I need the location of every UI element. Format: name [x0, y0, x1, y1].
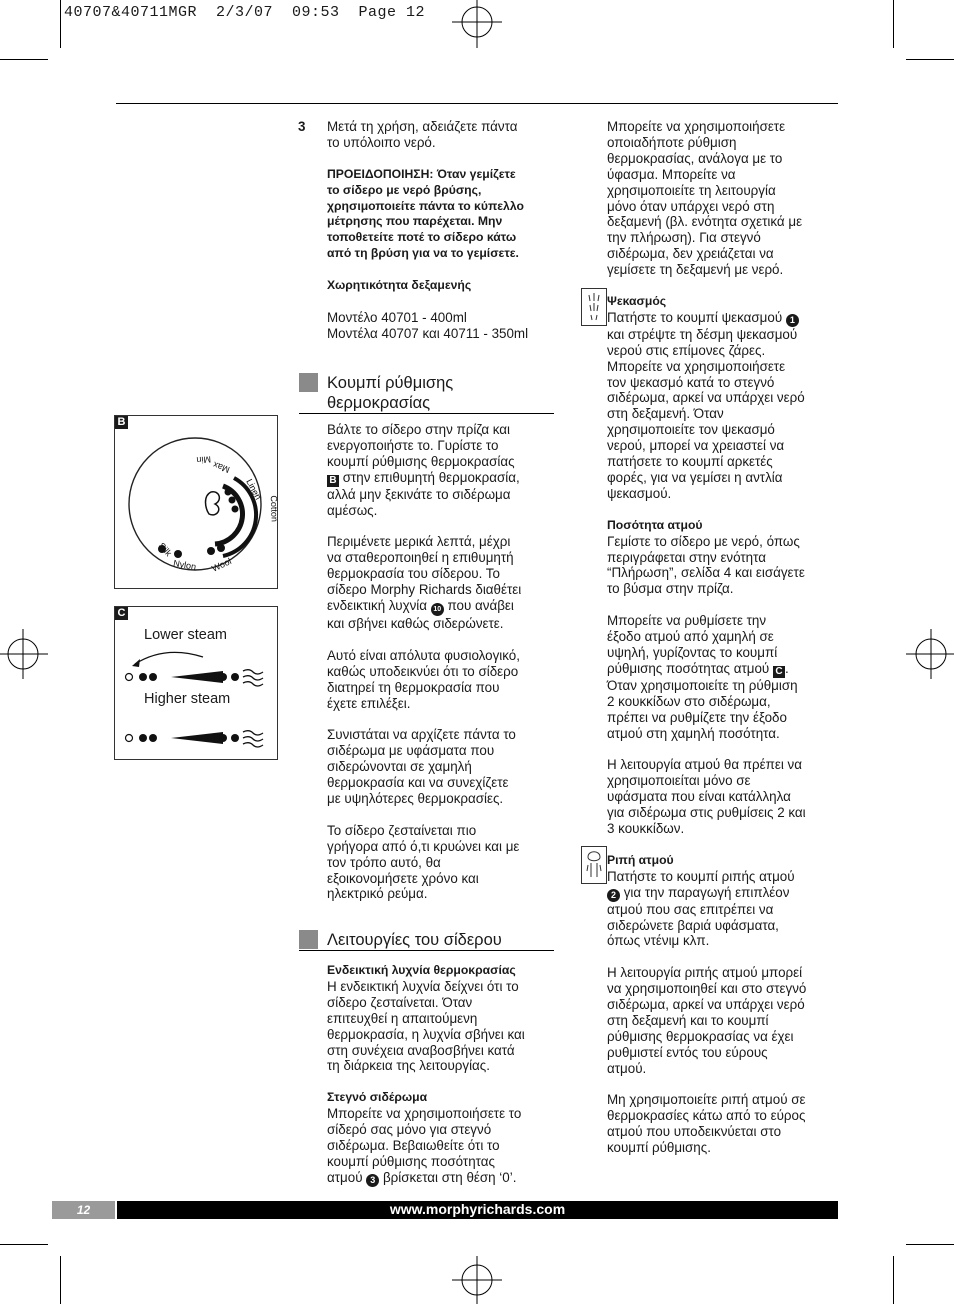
text-line: κουμπί ρύθμισης ποσότητας [327, 1153, 495, 1169]
text-line: χρησιμοποιείτε τον ψεκασμό [607, 422, 775, 438]
crop-mark [906, 1244, 954, 1245]
text-line: σίδερό σας μόνο για στεγνό [327, 1122, 492, 1138]
text-line: σιδέρωμα με υφάσματα που [327, 743, 495, 759]
text-line: υφάσματα που είναι κατάλληλα [607, 789, 791, 805]
text-line: Η λειτουργία ατμού θα πρέπει να [607, 757, 802, 773]
text-span: που ανάβει [443, 598, 514, 614]
registration-mark-top [447, 0, 507, 48]
text-line: να σταθεροποιηθεί η επιθυμητή [327, 550, 514, 566]
subheading: Ψεκασμός [607, 293, 667, 308]
text-line: ατμού που σας επιτρέπει να [607, 901, 774, 917]
text-line: τον τρόπο αυτό, θα [327, 854, 441, 870]
temperature-section [327, 422, 562, 902]
figure-label: B [115, 416, 128, 429]
text-line: να χρησιμοποιηθεί και στο στεγνό [607, 981, 807, 997]
text-line: θερμοκρασίας, ανάλογα με το [607, 150, 783, 166]
text-line: μόνο όταν υπάρχει νερό στη [607, 198, 775, 214]
text-line: Βάλτε το σίδερο στην πρίζα και [327, 422, 511, 437]
text-line: με υψηλότερες θερμοκρασίες. [327, 790, 504, 806]
text-line: ατμού. [607, 1060, 647, 1076]
text-line: Όταν χρησιμοποιείτε τη ρύθμιση [607, 677, 798, 693]
text-line: σιδέρωμα, αρκεί να υπάρχει νερό [607, 390, 805, 406]
text-line: γρήγορα από ό,τι κρυώνει και με [327, 838, 520, 854]
callout-number: 3 [366, 1174, 379, 1187]
text-line: αλλά μην ξεκινάτε το σιδέρωμα [327, 486, 511, 502]
registration-mark-left [0, 624, 48, 684]
heading-square [299, 373, 318, 392]
text-line: γεμίσετε τη δεξαμενή με νερό. [607, 262, 784, 278]
heading-square [299, 930, 318, 949]
text-line: σιδέρωμα, δεν χρειάζεται να [607, 246, 774, 262]
text-line: Μπορείτε να χρησιμοποιήσετε [607, 358, 786, 374]
dial-label-linen: Linen [244, 477, 264, 502]
text-line: κουμπί ρύθμισης θερμοκρασίας [327, 453, 515, 469]
text-line: ρύθμισης θερμοκρασίας να έχει [607, 1028, 794, 1044]
step-number: 3 [298, 119, 306, 134]
text-line: τη διάρκεια της λειτουργίας. [327, 1058, 490, 1074]
text-span: ρύθμισης ποσότητας ατμού [607, 660, 773, 676]
text-line: έξοδο ατμού από χαμηλή σε [607, 629, 774, 645]
warning-line: τοποθετείτε ποτέ το σίδερο κάτω [327, 230, 517, 245]
subheading: Στεγνό σιδέρωμα [327, 1090, 428, 1105]
text-line: Περιμένετε μερικά λεπτά, μέχρι [327, 534, 511, 550]
text-line: σιδέρωμα, αρκεί να υπάρχει νερό [607, 997, 805, 1013]
text-line: στη δεξαμενή και το κουμπί [607, 1012, 769, 1028]
subheading: Ποσότητα ατμού [607, 517, 703, 532]
text-span: Πατήστε το κουμπί ψεκασμού [607, 309, 786, 325]
text-line: Μπορείτε να χρησιμοποιήσετε [607, 119, 786, 134]
figure-label: C [115, 607, 128, 620]
heading-line: Κουμπί ρύθμισης [327, 374, 454, 392]
text-line: αμέσως. [327, 502, 378, 518]
right-column [607, 119, 847, 1156]
text-line: στη δεξαμενή. Όταν [607, 406, 724, 422]
text-line [607, 885, 847, 902]
text-line: θερμοκρασίες κάτω από το εύρος [607, 1108, 806, 1124]
text-line: και στρέψτε τη δέσμη ψεκασμού [607, 326, 798, 342]
text-line: πρέπει να ρυθμίζετε την έξοδο [607, 709, 787, 725]
higher-steam-label: Higher steam [144, 691, 231, 707]
heading-line: θερμοκρασίας [327, 394, 431, 412]
warning-line: το σίδερο με νερό βρύσης, [327, 182, 482, 197]
text-span: στην επιθυμητή θερμοκρασία, [339, 469, 520, 485]
text-line: στη συνέχεια αναβοσβήνει κατά [327, 1042, 515, 1058]
text-line [327, 1170, 562, 1187]
crop-mark [0, 59, 48, 60]
dial-label-wool: Wool [210, 556, 233, 574]
text-line [607, 661, 847, 678]
text-line: χρησιμοποιείται μόνο σε [607, 773, 751, 789]
text-line: και σβήνει καθώς σιδερώνετε. [327, 616, 504, 632]
dial-graphic [115, 416, 280, 588]
warning-line: μέτρησης που παρέχεται. Μην [327, 214, 503, 229]
text-line: το βύσμα στην πρίζα. [607, 581, 734, 597]
text-line: σίδερο Morphy Richards διαθέτει [327, 582, 522, 598]
middle-column-top [298, 119, 560, 342]
text-line: νερού στις επίμονες ζάρες. [607, 342, 766, 358]
text-line: Συνιστάται να αρχίζετε πάντα το [327, 727, 516, 743]
text-line: σίδερο ζεσταίνεται. Όταν [327, 994, 473, 1010]
text-span: ενδεικτική λυχνία [327, 598, 431, 614]
text-line: πατήσετε το κουμπί αρκετές [607, 454, 773, 470]
text-line: για σιδέρωμα στις ρυθμίσεις 2 και [607, 805, 806, 821]
heading-line: Λειτουργίες του σίδερου [327, 931, 502, 949]
text-span: . [784, 660, 789, 676]
dial-label-cotton: Cotton [268, 495, 280, 523]
text-span: βρίσκεται στη θέση ‘0’. [379, 1169, 517, 1185]
callout-number: 1 [786, 314, 799, 327]
page-number: 12 [52, 1201, 115, 1219]
text-line: εξοικονομήσετε χρόνο και [327, 870, 479, 886]
steam-burst-icon [581, 846, 607, 884]
figure-b-temperature-dial [114, 415, 278, 589]
capacity-line: Μοντέλο 40701 - 400ml [327, 309, 467, 325]
registration-mark-right [906, 624, 954, 684]
text-line: όπως ντένιμ κλπ. [607, 933, 710, 949]
step-text: το υπόλοιπο νερό. [327, 134, 436, 150]
text-line: 3 κουκκίδων. [607, 821, 685, 836]
print-slug: 40707&40711MGR 2/3/07 09:53 Page 12 [64, 4, 426, 21]
text-line: ρυθμιστεί εντός του εύρους [607, 1044, 768, 1060]
crop-mark [60, 1256, 61, 1304]
dial-label-silk: Silk [156, 540, 174, 559]
dial-label-max: Max [211, 459, 232, 475]
callout-number: 2 [607, 889, 620, 902]
text-line: ατμού στη χαμηλή ποσότητα. [607, 725, 780, 741]
text-line [327, 470, 562, 487]
functions-section [327, 963, 562, 1187]
text-line: Αυτό είναι απόλυτα φυσιολογικό, [327, 647, 520, 663]
text-line: Μπορείτε να χρησιμοποιήσετε το [327, 1106, 522, 1122]
text-line: Η λειτουργία ριπής ατμού μπορεί [607, 965, 803, 981]
dial-label-nylon: Nylon [172, 558, 197, 572]
dial-label-min: Min [196, 454, 212, 466]
text-line: την πλήρωση). Για στεγνό [607, 230, 761, 246]
text-line: δεξαμενή (βλ. ενότητα σχετικά με [607, 214, 803, 230]
crop-mark [60, 0, 61, 48]
text-line: Μπορείτε να ρυθμίσετε την [607, 613, 767, 629]
section-heading-functions [299, 930, 554, 951]
text-line: θερμοκρασία, η λυχνία σβήνει και [327, 1026, 525, 1042]
callout-number: 10 [431, 603, 444, 616]
text-line: σιδέρωμα. Βεβαιωθείτε ότι το [327, 1137, 500, 1153]
text-line: επιτευχθεί η απαιτούμενη [327, 1010, 478, 1026]
crop-mark [0, 1244, 48, 1245]
text-line: “Πλήρωση”, σελίδα 4 και εισάγετε [607, 565, 805, 581]
crop-mark [906, 59, 954, 60]
text-line: οποιαδήποτε ρύθμιση [607, 134, 737, 150]
text-line: Γεμίστε το σίδερο με νερό, όπως [607, 533, 800, 549]
subheading: Ριπή ατμού [607, 852, 674, 867]
text-line [607, 310, 847, 327]
text-line: ψεκασμού. [607, 485, 672, 501]
text-line: Το σίδερο ζεσταίνεται πιο [327, 822, 477, 838]
text-line: χρησιμοποιείτε τη λειτουργία [607, 182, 776, 198]
section-heading-temperature [299, 373, 554, 414]
warning-line: ΠΡΟΕΙΔΟΠΟΙΗΣΗ: Όταν γεμίζετε [327, 166, 516, 181]
capacity-title: Χωρητικότητα δεξαμενής [327, 278, 472, 293]
warning-line: από τη βρύση για να το γεμίσετε. [327, 246, 519, 261]
header-rule [116, 103, 838, 104]
text-line: κουμπί ρύθμισης. [607, 1140, 711, 1156]
text-line: σιδερώνετε βαριά υφάσματα, [607, 917, 779, 933]
figure-ref-c: C [773, 666, 785, 678]
spray-icon [581, 288, 607, 326]
footer-url: www.morphyrichards.com [117, 1201, 838, 1219]
text-line: ύφασμα. Μπορείτε να [607, 166, 736, 182]
text-line: 2 κουκκίδων στο σιδέρωμα, [607, 693, 771, 709]
registration-mark-bottom [447, 1256, 507, 1304]
warning-line: χρησιμοποιείτε πάντα το κύπελλο [327, 198, 524, 213]
text-line: έχετε επιλέξει. [327, 695, 411, 711]
capacity-line: Μοντέλα 40707 και 40711 - 350ml [327, 325, 529, 341]
text-line: θερμοκρασία του σίδερου. Το [327, 566, 500, 582]
text-line: διατηρεί τη θερμοκρασία που [327, 679, 500, 695]
crop-mark [893, 0, 894, 48]
text-line: ηλεκτρικό ρεύμα. [327, 886, 428, 902]
steam-scale-graphic [115, 607, 277, 759]
text-line: τον ψεκασμό κατά το στεγνό [607, 374, 775, 390]
text-line: Πατήστε το κουμπί ριπής ατμού [607, 868, 795, 884]
text-line: θερμοκρασία και να συνεχίζετε [327, 775, 509, 791]
text-line: Η ενδεικτική λυχνία δείχνει ότι το [327, 978, 519, 994]
text-line: φορές, για να γεμίσει η αντλία [607, 470, 783, 486]
text-line: νερού, μπορεί να χρειαστεί να [607, 438, 785, 454]
figure-ref-b: B [327, 475, 339, 487]
text-line [327, 598, 562, 616]
text-span: ατμού [327, 1169, 367, 1185]
crop-mark [893, 1256, 894, 1304]
text-line: υψηλή, γυρίζοντας το κουμπί [607, 644, 778, 660]
text-line: καθώς υποδεικνύει ότι το σίδερο [327, 663, 519, 679]
lower-steam-label: Lower steam [144, 627, 228, 643]
text-line: Μη χρησιμοποιείτε ριπή ατμού σε [607, 1092, 806, 1108]
subheading: Ενδεικτική λυχνία θερμοκρασίας [327, 963, 516, 977]
text-line: ατμού που υποδεικνύεται στο [607, 1124, 782, 1140]
figure-c-steam-control [114, 606, 278, 760]
step-text: Μετά τη χρήση, αδειάζετε πάντα [327, 119, 518, 134]
text-line: σιδερώνονται σε χαμηλή [327, 759, 472, 775]
text-line: ενεργοποιήστε το. Γυρίστε το [327, 437, 499, 453]
text-line: περιγράφεται στην ενότητα [607, 549, 766, 565]
text-span: για την παραγωγή επιπλέον [620, 884, 790, 900]
